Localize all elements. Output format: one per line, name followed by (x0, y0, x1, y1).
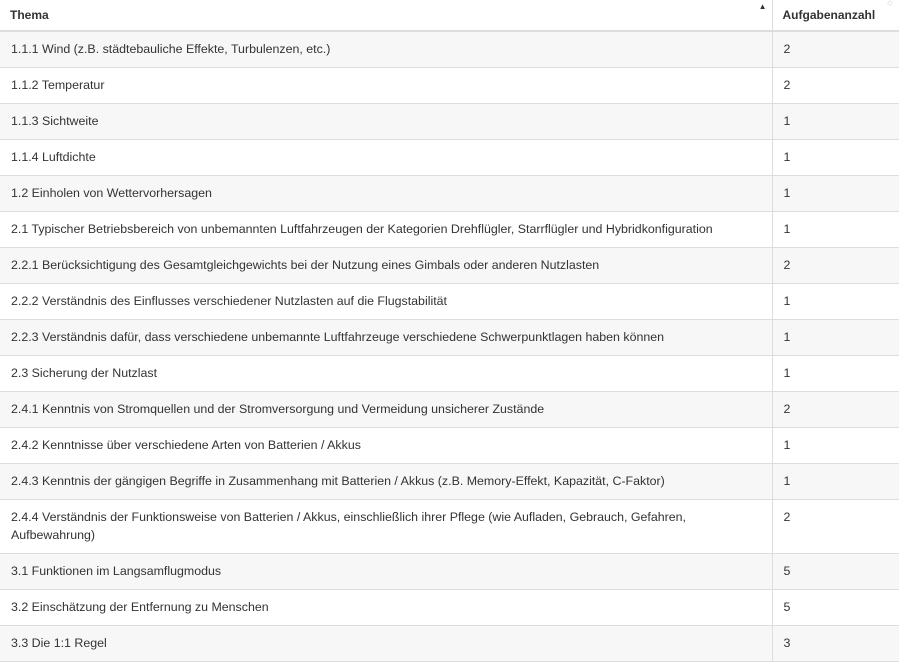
cell-thema: 3.2 Einschätzung der Entfernung zu Menschen (0, 590, 772, 626)
table-row (0, 392, 899, 428)
cell-thema: 2.4.3 Kenntnis der gängigen Begriffe in Zusammenhang mit Batterien / Akkus (z.B. Memory-Effekt, Kapazität, C-Faktor) (0, 464, 772, 500)
cell-thema: 2.3 Sicherung der Nutzlast (0, 356, 772, 392)
table-row (0, 626, 899, 662)
table-row (0, 68, 899, 104)
cell-aufgabenanzahl: 1 (772, 356, 899, 392)
cell-thema: 2.2.3 Verständnis dafür, dass verschiedene unbemannte Luftfahrzeuge verschiedene Schwerpunktlagen haben können (0, 320, 772, 356)
table-row (0, 428, 899, 464)
cell-aufgabenanzahl: 2 (772, 392, 899, 428)
column-header-thema[interactable] (0, 0, 772, 31)
table-row (0, 554, 899, 590)
table-row (0, 212, 899, 248)
cell-aufgabenanzahl: 1 (772, 104, 899, 140)
cell-thema: 3.1 Funktionen im Langsamflugmodus (0, 554, 772, 590)
cell-aufgabenanzahl: 1 (772, 284, 899, 320)
cell-thema: 1.2 Einholen von Wettervorhersagen (0, 176, 772, 212)
cell-aufgabenanzahl: 1 (772, 464, 899, 500)
table-row (0, 464, 899, 500)
column-header-aufgabenanzahl-label: Aufgabenanzahl (782, 8, 876, 22)
cell-aufgabenanzahl: 3 (772, 626, 899, 662)
cell-thema: 2.4.4 Verständnis der Funktionsweise von Batterien / Akkus, einschließlich ihrer Pflege (wie Aufladen, Gebrauch, Gefahren, Aufbewahrung) (0, 500, 772, 554)
table-row (0, 31, 899, 68)
cell-aufgabenanzahl: 2 (772, 31, 899, 68)
column-header-aufgabenanzahl[interactable] (772, 0, 899, 31)
cell-thema: 3.3 Die 1:1 Regel (0, 626, 772, 662)
cell-aufgabenanzahl: 5 (772, 590, 899, 626)
cell-aufgabenanzahl: 2 (772, 500, 899, 554)
table-row (0, 320, 899, 356)
table-row (0, 356, 899, 392)
cell-aufgabenanzahl: 1 (772, 320, 899, 356)
table-header-row (0, 0, 899, 31)
cell-thema: 2.4.2 Kenntnisse über verschiedene Arten von Batterien / Akkus (0, 428, 772, 464)
cell-thema: 1.1.2 Temperatur (0, 68, 772, 104)
cell-thema: 2.2.1 Berücksichtigung des Gesamtgleichgewichts bei der Nutzung eines Gimbals oder anderen Nutzlasten (0, 248, 772, 284)
cell-aufgabenanzahl: 1 (772, 140, 899, 176)
table-row (0, 104, 899, 140)
column-header-thema-label: Thema (10, 8, 49, 22)
sort-unsorted-icon: ◇ (887, 0, 893, 7)
table-row (0, 176, 899, 212)
cell-aufgabenanzahl: 1 (772, 428, 899, 464)
cell-thema: 2.4.1 Kenntnis von Stromquellen und der Stromversorgung und Vermeidung unsicherer Zustände (0, 392, 772, 428)
cell-thema: 1.1.3 Sichtweite (0, 104, 772, 140)
table-row (0, 500, 899, 554)
table-row (0, 140, 899, 176)
table-row (0, 284, 899, 320)
cell-aufgabenanzahl: 1 (772, 176, 899, 212)
cell-aufgabenanzahl: 5 (772, 554, 899, 590)
sort-ascending-icon: ▲ (758, 2, 767, 11)
cell-aufgabenanzahl: 2 (772, 68, 899, 104)
cell-thema: 2.2.2 Verständnis des Einflusses verschiedener Nutzlasten auf die Flugstabilität (0, 284, 772, 320)
cell-aufgabenanzahl: 1 (772, 212, 899, 248)
cell-thema: 2.1 Typischer Betriebsbereich von unbemannten Luftfahrzeugen der Kategorien Drehflügler, Starrflügler und Hybridkonfiguration (0, 212, 772, 248)
table-body (0, 31, 899, 662)
cell-aufgabenanzahl: 2 (772, 248, 899, 284)
table-row (0, 590, 899, 626)
cell-thema: 1.1.4 Luftdichte (0, 140, 772, 176)
cell-thema: 1.1.1 Wind (z.B. städtebauliche Effekte, Turbulenzen, etc.) (0, 31, 772, 68)
table-row (0, 248, 899, 284)
